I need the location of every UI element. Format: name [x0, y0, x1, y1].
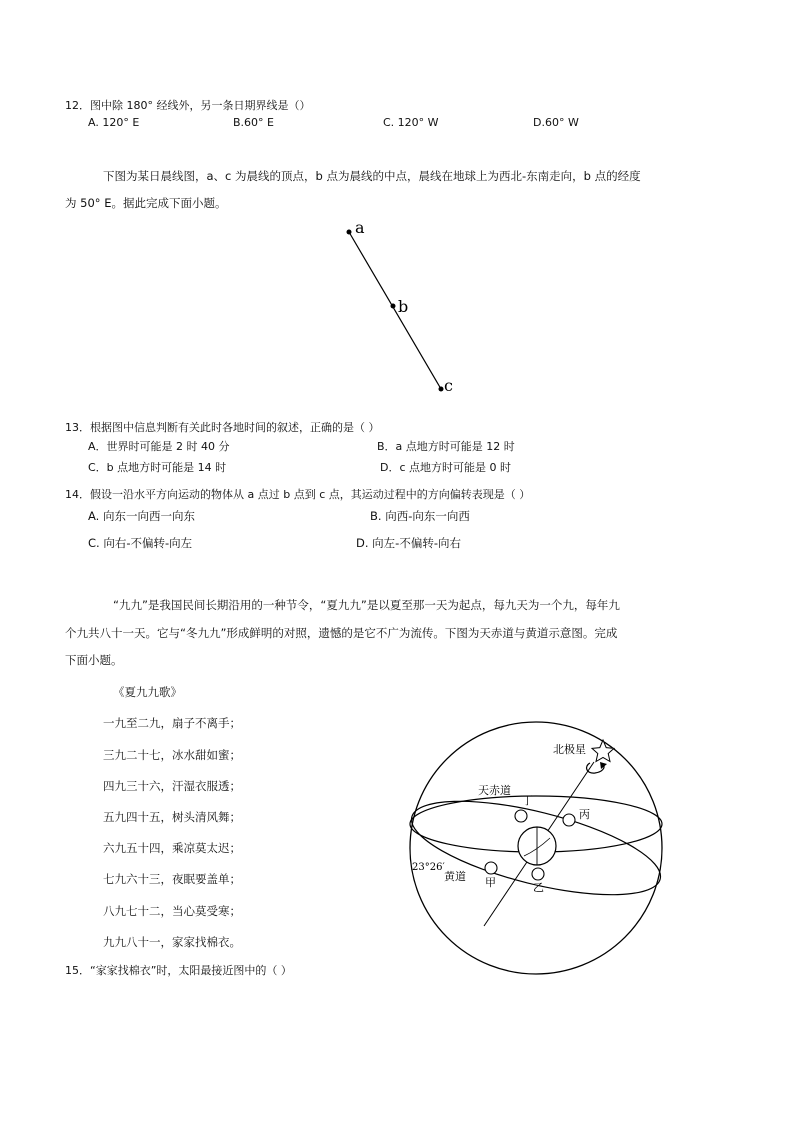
q14-option-b: B. 向西-向东一向西 — [370, 509, 470, 523]
q13-option-a: A．世界时可能是 2 时 40 分 — [88, 440, 230, 453]
intro2-line2: 个九共八十一天。它与“冬九九”形成鲜明的对照，遗憾的是它不广为流传。下图为天赤道与黄道示意图。完成 — [65, 626, 618, 640]
yi-label: 乙 — [533, 881, 544, 894]
q13-option-d: D．c 点地方时可能是 0 时 — [380, 461, 512, 474]
poem-line: 三九二十七，冰水甜如蜜； — [103, 748, 241, 762]
poem-line: 五九四十五，树头清风舞； — [103, 810, 241, 824]
poem-title: 《夏九九歌》 — [113, 685, 182, 699]
q13-option-b: B．a 点地方时可能是 12 时 — [377, 440, 515, 453]
position-yi — [532, 868, 544, 880]
poem-line: 六九五十四，乘凉莫太迟； — [103, 841, 241, 855]
jia-label: 甲 — [485, 876, 496, 889]
celestial-equator-label: 天赤道 — [478, 784, 511, 797]
north-star-icon — [592, 740, 614, 762]
q14-option-d: D. 向左-不偏转-向右 — [356, 536, 461, 550]
angle-label: 23°26′ — [412, 862, 445, 873]
ecliptic-label: 黄道 — [444, 870, 466, 883]
poem-line: 四九三十六，汗湿衣服透； — [103, 779, 241, 793]
intro2-line1: “九九”是我国民间长期沿用的一种节令，“夏九九”是以夏至那一天为起点，每九天为一个九，每年九 — [113, 598, 620, 612]
bing-label: 丙 — [579, 808, 590, 821]
dawn-line — [349, 232, 441, 389]
intro2-line3: 下面小题。 — [65, 653, 123, 667]
dawn-line-figure — [330, 218, 470, 398]
poem-line: 七九六十三，夜眠要盖单； — [103, 872, 241, 886]
q14-option-a: A. 向东一向西一向东 — [88, 509, 195, 523]
position-jia — [485, 862, 497, 874]
label-b: b — [398, 297, 409, 316]
poem-line: 一九至二九，扇子不离手； — [103, 716, 241, 730]
label-c: c — [444, 376, 453, 395]
poem-line: 八九七十二，当心莫受寒； — [103, 904, 241, 918]
q15-stem: 15．“家家找棉衣”时，太阳最接近图中的（ ） — [65, 964, 292, 977]
q12-option-a: A. 120° E — [88, 116, 140, 129]
q12-option-b: B.60° E — [233, 116, 274, 129]
q13-stem: 13．根据图中信息判断有关此时各地时间的叙述，正确的是（ ） — [65, 421, 380, 434]
point-b — [391, 304, 396, 309]
q12-option-c: C. 120° W — [383, 116, 439, 129]
q12-option-d: D.60° W — [533, 116, 579, 129]
position-ding — [515, 810, 527, 822]
poem-line: 九九八十一，家家找棉衣。 — [103, 935, 241, 949]
ding-label: 丁 — [522, 794, 533, 807]
point-c — [439, 387, 444, 392]
q14-stem: 14．假设一沿水平方向运动的物体从 a 点过 b 点到 c 点，其运动过程中的方向偏转表现是（ ） — [65, 488, 531, 501]
celestial-sphere-figure — [400, 718, 670, 978]
label-a: a — [355, 218, 365, 237]
position-bing — [563, 814, 575, 826]
q13-option-c: C．b 点地方时可能是 14 时 — [88, 461, 227, 474]
intro1-line2: 为 50° E。据此完成下面小题。 — [65, 196, 227, 210]
north-star-label: 北极星 — [553, 743, 586, 756]
point-a — [347, 230, 352, 235]
q12-stem: 12．图中除 180° 经线外，另一条日期界线是（） — [65, 99, 311, 112]
q14-option-c: C. 向右-不偏转-向左 — [88, 536, 193, 550]
intro1-line1: 下图为某日晨线图，a、c 为晨线的顶点，b 点为晨线的中点，晨线在地球上为西北-东南走向，b 点的经度 — [103, 169, 641, 183]
